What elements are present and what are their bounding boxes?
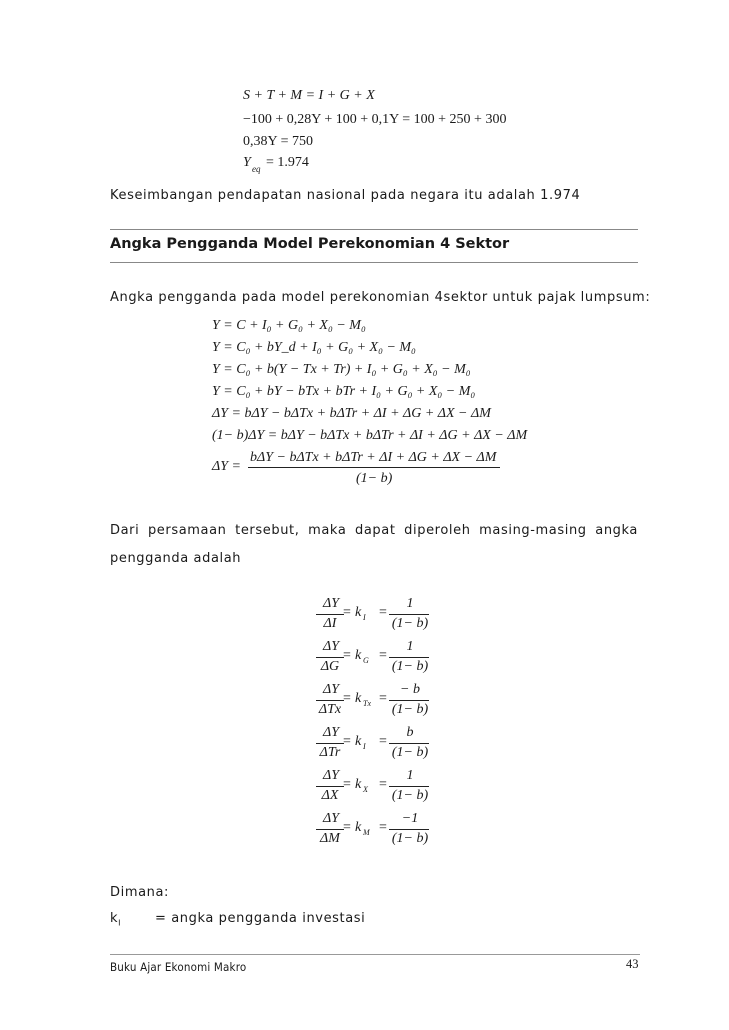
- multiplier-equals: =: [343, 820, 351, 835]
- multiplier-lhs-denominator: ΔX: [321, 788, 339, 803]
- multiplier-lhs-numerator: ΔY: [322, 682, 339, 697]
- multiplier-equals-2: =: [379, 734, 387, 749]
- final-fraction-lhs: ΔY =: [212, 459, 241, 474]
- multiplier-rhs-bar: [389, 657, 429, 658]
- equation-line-4-value: = 1.974: [266, 155, 309, 170]
- section-heading: Angka Pengganda Model Perekonomian 4 Sektor: [110, 236, 510, 252]
- multiplier-lhs-bar: [316, 700, 344, 701]
- paragraph-line-1: Dari persamaan tersebut, maka dapat diperoleh masing-masing angka: [110, 523, 638, 538]
- multiplier-lhs-numerator: ΔY: [322, 639, 339, 654]
- final-fraction-denominator: (1− b): [356, 471, 393, 486]
- page-number: 43: [626, 957, 639, 971]
- multiplier-rhs-bar: [389, 829, 429, 830]
- derivation-line-5: ΔY = bΔY − bΔTx + bΔTr + ΔI + ΔG + ΔX − ΔM: [212, 406, 491, 421]
- multiplier-k-subscript: X: [363, 785, 368, 794]
- multiplier-equals-2: =: [379, 605, 387, 620]
- equation-line-1: S + T + M = I + G + X: [243, 88, 375, 103]
- multiplier-lhs-bar: [316, 614, 344, 615]
- definition-row: [110, 911, 121, 928]
- multiplier-equals: =: [343, 734, 351, 749]
- multiplier-rhs-numerator: 1: [406, 596, 414, 611]
- conclusion-text: Keseimbangan pendapatan nasional pada negara itu adalah 1.974: [110, 188, 581, 203]
- multiplier-equals: =: [343, 691, 351, 706]
- multiplier-k: k: [355, 691, 362, 706]
- multiplier-equals: =: [343, 648, 351, 663]
- multiplier-k: k: [355, 777, 362, 792]
- heading-rule-top: [110, 229, 638, 230]
- multiplier-lhs-bar: [316, 743, 344, 744]
- equation-line-2: −100 + 0,28Y + 100 + 0,1Y = 100 + 250 + 300: [243, 112, 507, 127]
- intro-text: Angka pengganda pada model perekonomian 4sektor untuk pajak lumpsum:: [110, 290, 651, 305]
- derivation-line-6: (1− b)ΔY = bΔY − bΔTx + bΔTr + ΔI + ΔG + ΔX − ΔM: [212, 428, 528, 443]
- multiplier-rhs-bar: [389, 786, 429, 787]
- multiplier-k-subscript: G: [363, 656, 369, 665]
- multiplier-rhs-denominator: (1− b): [391, 702, 429, 717]
- multiplier-rhs-denominator: (1− b): [391, 831, 429, 846]
- definition-text: = angka pengganda investasi: [155, 911, 366, 926]
- multiplier-k-subscript: M: [363, 828, 370, 837]
- derivation-line-1: Y = C + I₀ + G₀ + X₀ − M₀: [212, 318, 366, 333]
- multiplier-rhs-bar: [389, 614, 429, 615]
- multiplier-lhs-denominator: ΔTx: [318, 702, 342, 717]
- multiplier-equals-2: =: [379, 777, 387, 792]
- heading-rule-bottom: [110, 262, 638, 263]
- final-fraction-bar: [248, 467, 500, 468]
- multiplier-equals-2: =: [379, 820, 387, 835]
- multiplier-k-subscript: I: [363, 742, 366, 751]
- multiplier-k: k: [355, 648, 362, 663]
- equation-line-3: 0,38Y = 750: [243, 134, 313, 149]
- multiplier-rhs-numerator: 1: [406, 639, 414, 654]
- multiplier-k-subscript: I: [363, 613, 366, 622]
- multiplier-rhs-denominator: (1− b): [391, 745, 429, 760]
- multiplier-lhs-numerator: ΔY: [322, 725, 339, 740]
- multiplier-lhs-numerator: ΔY: [322, 596, 339, 611]
- multiplier-lhs-bar: [316, 786, 344, 787]
- multiplier-equals: =: [343, 605, 351, 620]
- multiplier-lhs-denominator: ΔI: [323, 616, 337, 631]
- multiplier-lhs-bar: [316, 657, 344, 658]
- derivation-line-3: Y = C₀ + b(Y − Tx + Tr) + I₀ + G₀ + X₀ − M₀: [212, 362, 471, 377]
- multiplier-rhs-numerator: −1: [401, 811, 419, 826]
- multiplier-equals-2: =: [379, 648, 387, 663]
- multiplier-k: k: [355, 605, 362, 620]
- multiplier-rhs-bar: [389, 700, 429, 701]
- multiplier-k-subscript: Tx: [363, 699, 371, 708]
- definition-subscript: I: [118, 918, 122, 928]
- multiplier-rhs-bar: [389, 743, 429, 744]
- final-fraction-numerator: bΔY − bΔTx + bΔTr + ΔI + ΔG + ΔX − ΔM: [250, 450, 497, 465]
- multiplier-k: k: [355, 820, 362, 835]
- footer-rule: [110, 954, 640, 955]
- multiplier-lhs-denominator: ΔTr: [319, 745, 341, 760]
- multiplier-lhs-bar: [316, 829, 344, 830]
- equation-line-4-subscript: eq: [252, 164, 261, 174]
- multiplier-rhs-numerator: − b: [400, 682, 420, 697]
- paragraph-line-2: pengganda adalah: [110, 551, 242, 566]
- multiplier-lhs-numerator: ΔY: [322, 768, 339, 783]
- footer-book-title: Buku Ajar Ekonomi Makro: [110, 960, 247, 974]
- equation-line-4-symbol: Y: [243, 155, 251, 170]
- multiplier-rhs-numerator: 1: [406, 768, 414, 783]
- multiplier-equals: =: [343, 777, 351, 792]
- multiplier-equals-2: =: [379, 691, 387, 706]
- multiplier-lhs-denominator: ΔM: [320, 831, 340, 846]
- definition-symbol: k: [110, 911, 119, 926]
- multiplier-lhs-numerator: ΔY: [322, 811, 339, 826]
- derivation-line-4: Y = C₀ + bY − bTx + bTr + I₀ + G₀ + X₀ − M₀: [212, 384, 476, 399]
- multiplier-rhs-denominator: (1− b): [391, 616, 429, 631]
- multiplier-rhs-denominator: (1− b): [391, 788, 429, 803]
- multiplier-rhs-denominator: (1− b): [391, 659, 429, 674]
- multiplier-k: k: [355, 734, 362, 749]
- derivation-line-2: Y = C₀ + bY_d + I₀ + G₀ + X₀ − M₀: [212, 340, 416, 355]
- multiplier-lhs-denominator: ΔG: [320, 659, 340, 674]
- dimana-label: Dimana:: [110, 885, 170, 900]
- multiplier-rhs-numerator: b: [406, 725, 414, 740]
